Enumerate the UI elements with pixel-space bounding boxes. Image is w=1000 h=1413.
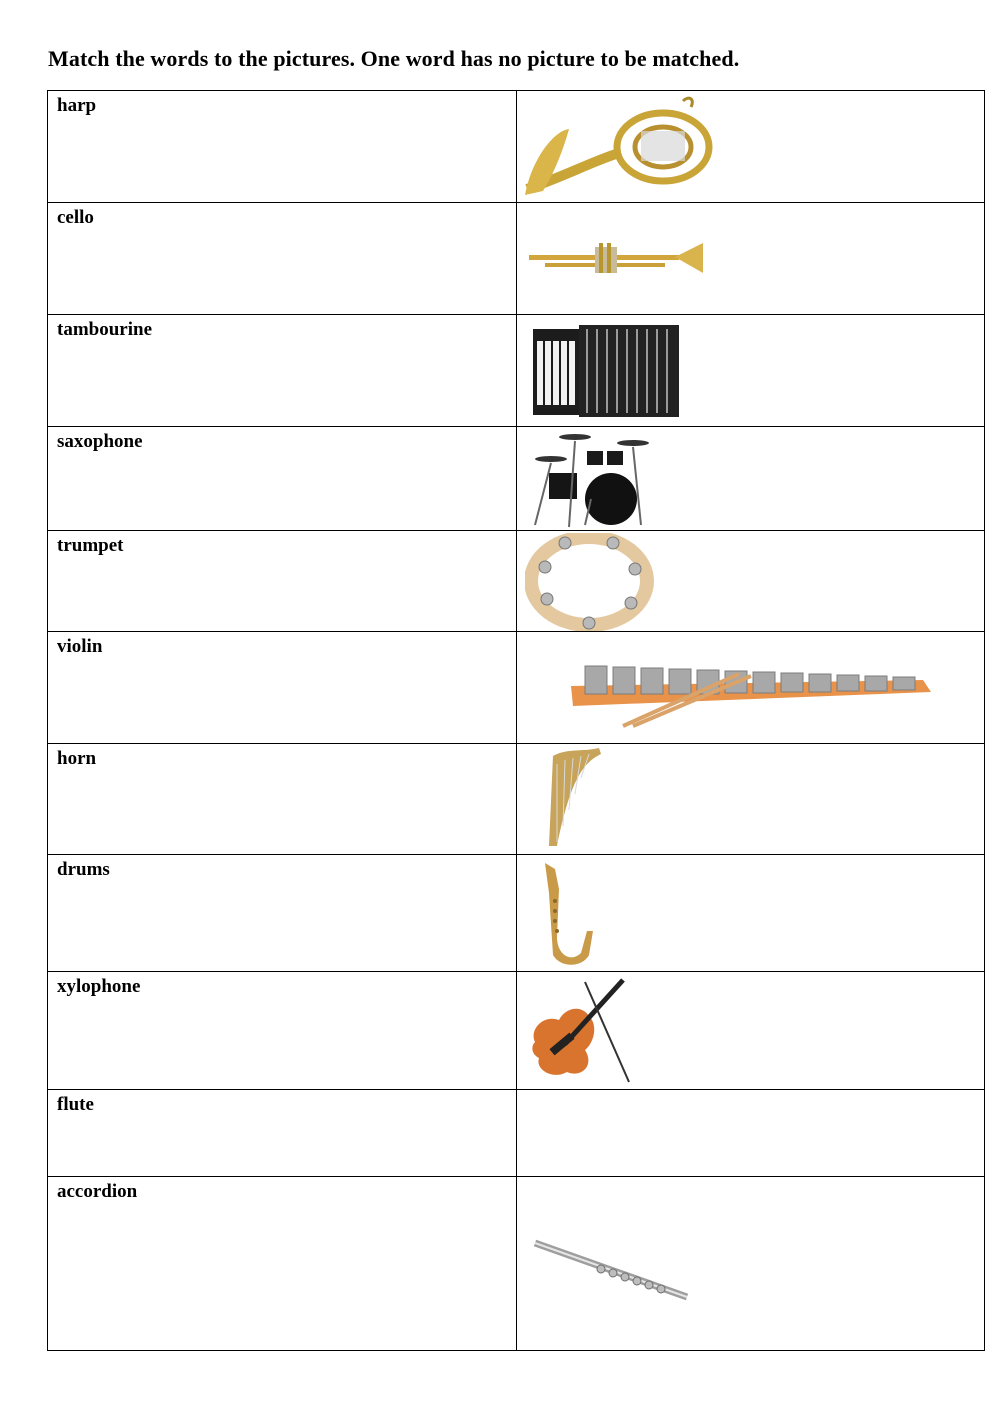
- word-violin: violin: [57, 636, 103, 657]
- border-gap: [517, 972, 639, 975]
- border-gap: [517, 632, 525, 635]
- word-horn: horn: [57, 748, 97, 769]
- word-cell: [48, 531, 517, 632]
- picture-cell: [517, 1090, 985, 1177]
- word-saxophone: saxophone: [57, 431, 143, 452]
- word-cell: [48, 744, 517, 855]
- word-cello: cello: [57, 207, 94, 228]
- word-cell: [48, 1090, 517, 1177]
- picture-cell: [517, 744, 985, 855]
- xylophone-icon: [563, 660, 939, 730]
- picture-cell: [517, 855, 985, 972]
- word-tambourine: tambourine: [57, 319, 152, 340]
- border-gap: [517, 91, 525, 94]
- picture-cell: [517, 315, 985, 427]
- picture-cell: [517, 427, 985, 531]
- drum-kit-icon: [525, 429, 653, 529]
- word-cell: [48, 972, 517, 1090]
- word-cell: [48, 315, 517, 427]
- picture-cell: [517, 1177, 985, 1351]
- picture-cell: [517, 203, 985, 315]
- accordion-icon: [527, 319, 691, 423]
- border-gap: [517, 427, 651, 430]
- border-gap: [917, 632, 957, 635]
- word-trumpet: trumpet: [57, 535, 124, 556]
- picture-cell: [517, 91, 985, 203]
- trumpet-icon: [525, 239, 713, 279]
- border-gap: [677, 91, 709, 94]
- french-horn-icon: [523, 91, 713, 199]
- picture-cell: [517, 531, 985, 632]
- word-cell: [48, 1177, 517, 1351]
- word-cell: [48, 91, 517, 203]
- picture-cell: [517, 632, 985, 744]
- tambourine-icon: [525, 533, 655, 631]
- saxophone-icon: [541, 859, 597, 967]
- border-gap: [517, 315, 697, 318]
- word-cell: [48, 203, 517, 315]
- border-gap: [517, 531, 651, 534]
- matching-table: [47, 90, 984, 1353]
- word-drums: drums: [57, 859, 110, 880]
- word-flute: flute: [57, 1094, 94, 1115]
- word-cell: [48, 855, 517, 972]
- violin-icon: [525, 974, 639, 1088]
- word-xylophone: xylophone: [57, 976, 141, 997]
- border-gap: [517, 744, 637, 747]
- harp-icon: [543, 746, 607, 852]
- instruction-title: Match the words to the pictures. One word has no picture to be matched.: [48, 46, 740, 71]
- picture-cell: [517, 972, 985, 1090]
- word-accordion: accordion: [57, 1181, 138, 1202]
- word-cell: [48, 427, 517, 531]
- flute-icon: [531, 1235, 693, 1305]
- word-harp: harp: [57, 95, 97, 116]
- word-cell: [48, 632, 517, 744]
